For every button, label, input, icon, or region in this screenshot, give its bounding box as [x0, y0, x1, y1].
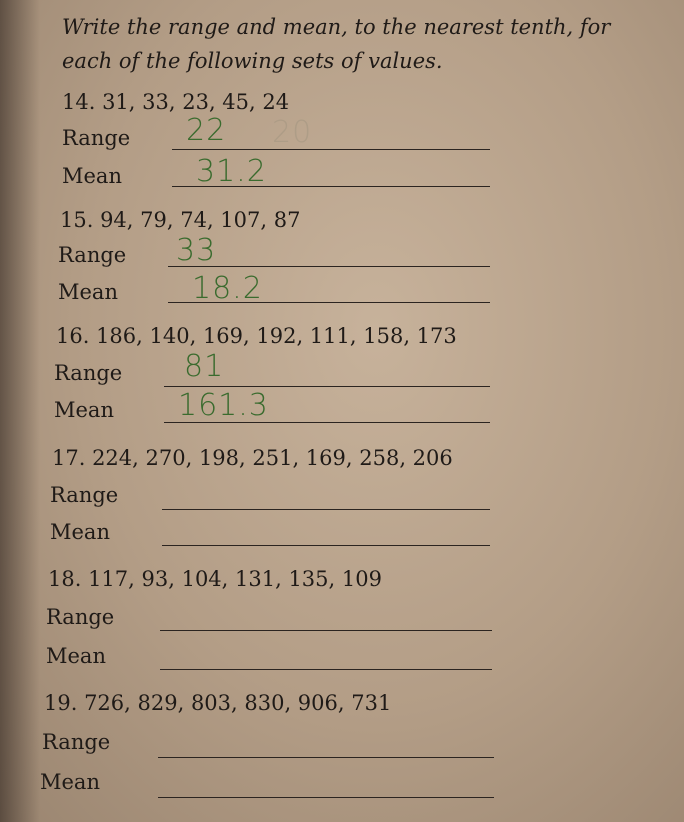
problem-14-mean-answer: 31.2 — [196, 154, 267, 189]
problem-19-range-line[interactable] — [158, 757, 494, 758]
problem-17-mean-line[interactable] — [162, 545, 490, 546]
problem-16-header: 16. 186, 140, 169, 192, 111, 158, 173 — [56, 324, 457, 348]
problem-19-header: 19. 726, 829, 803, 830, 906, 731 — [44, 691, 392, 715]
problem-18-mean-label: Mean — [46, 644, 106, 668]
problem-14-mean-label: Mean — [62, 164, 122, 188]
problem-15-range-label: Range — [58, 243, 127, 267]
problem-18-range-label: Range — [46, 605, 115, 629]
problem-15-mean-answer: 18.2 — [192, 271, 263, 306]
problem-14-range-label: Range — [62, 126, 131, 150]
problem-14-range-erased: 20 — [272, 115, 313, 150]
problem-17-range-line[interactable] — [162, 509, 490, 510]
problem-17-mean-label: Mean — [50, 520, 110, 544]
problem-18-header: 18. 117, 93, 104, 131, 135, 109 — [48, 567, 382, 591]
problem-18-range-line[interactable] — [160, 630, 492, 631]
problem-16-mean-label: Mean — [54, 398, 114, 422]
problem-15-header: 15. 94, 79, 74, 107, 87 — [60, 208, 301, 232]
problem-16-range-answer: 81 — [184, 349, 225, 384]
problem-19-mean-label: Mean — [40, 770, 100, 794]
problem-15-mean-label: Mean — [58, 280, 118, 304]
problem-16-range-line[interactable] — [164, 386, 490, 387]
problem-19-mean-line[interactable] — [158, 797, 494, 798]
problem-16-mean-answer: 161.3 — [178, 388, 269, 423]
problem-14-range-answer: 22 — [186, 113, 227, 148]
problem-17-header: 17. 224, 270, 198, 251, 169, 258, 206 — [52, 446, 453, 470]
instructions: Write the range and mean, to the nearest tenth, for each of the following sets of values. — [62, 15, 611, 73]
problem-15-range-line[interactable] — [168, 266, 490, 267]
problem-16-range-label: Range — [54, 361, 123, 385]
problem-17-range-label: Range — [50, 483, 119, 507]
problem-18-mean-line[interactable] — [160, 669, 492, 670]
problem-15-range-answer: 33 — [176, 233, 217, 268]
problem-19-range-label: Range — [42, 730, 111, 754]
problem-14-range-line[interactable] — [172, 149, 490, 150]
problem-14-header: 14. 31, 33, 23, 45, 24 — [62, 90, 290, 114]
